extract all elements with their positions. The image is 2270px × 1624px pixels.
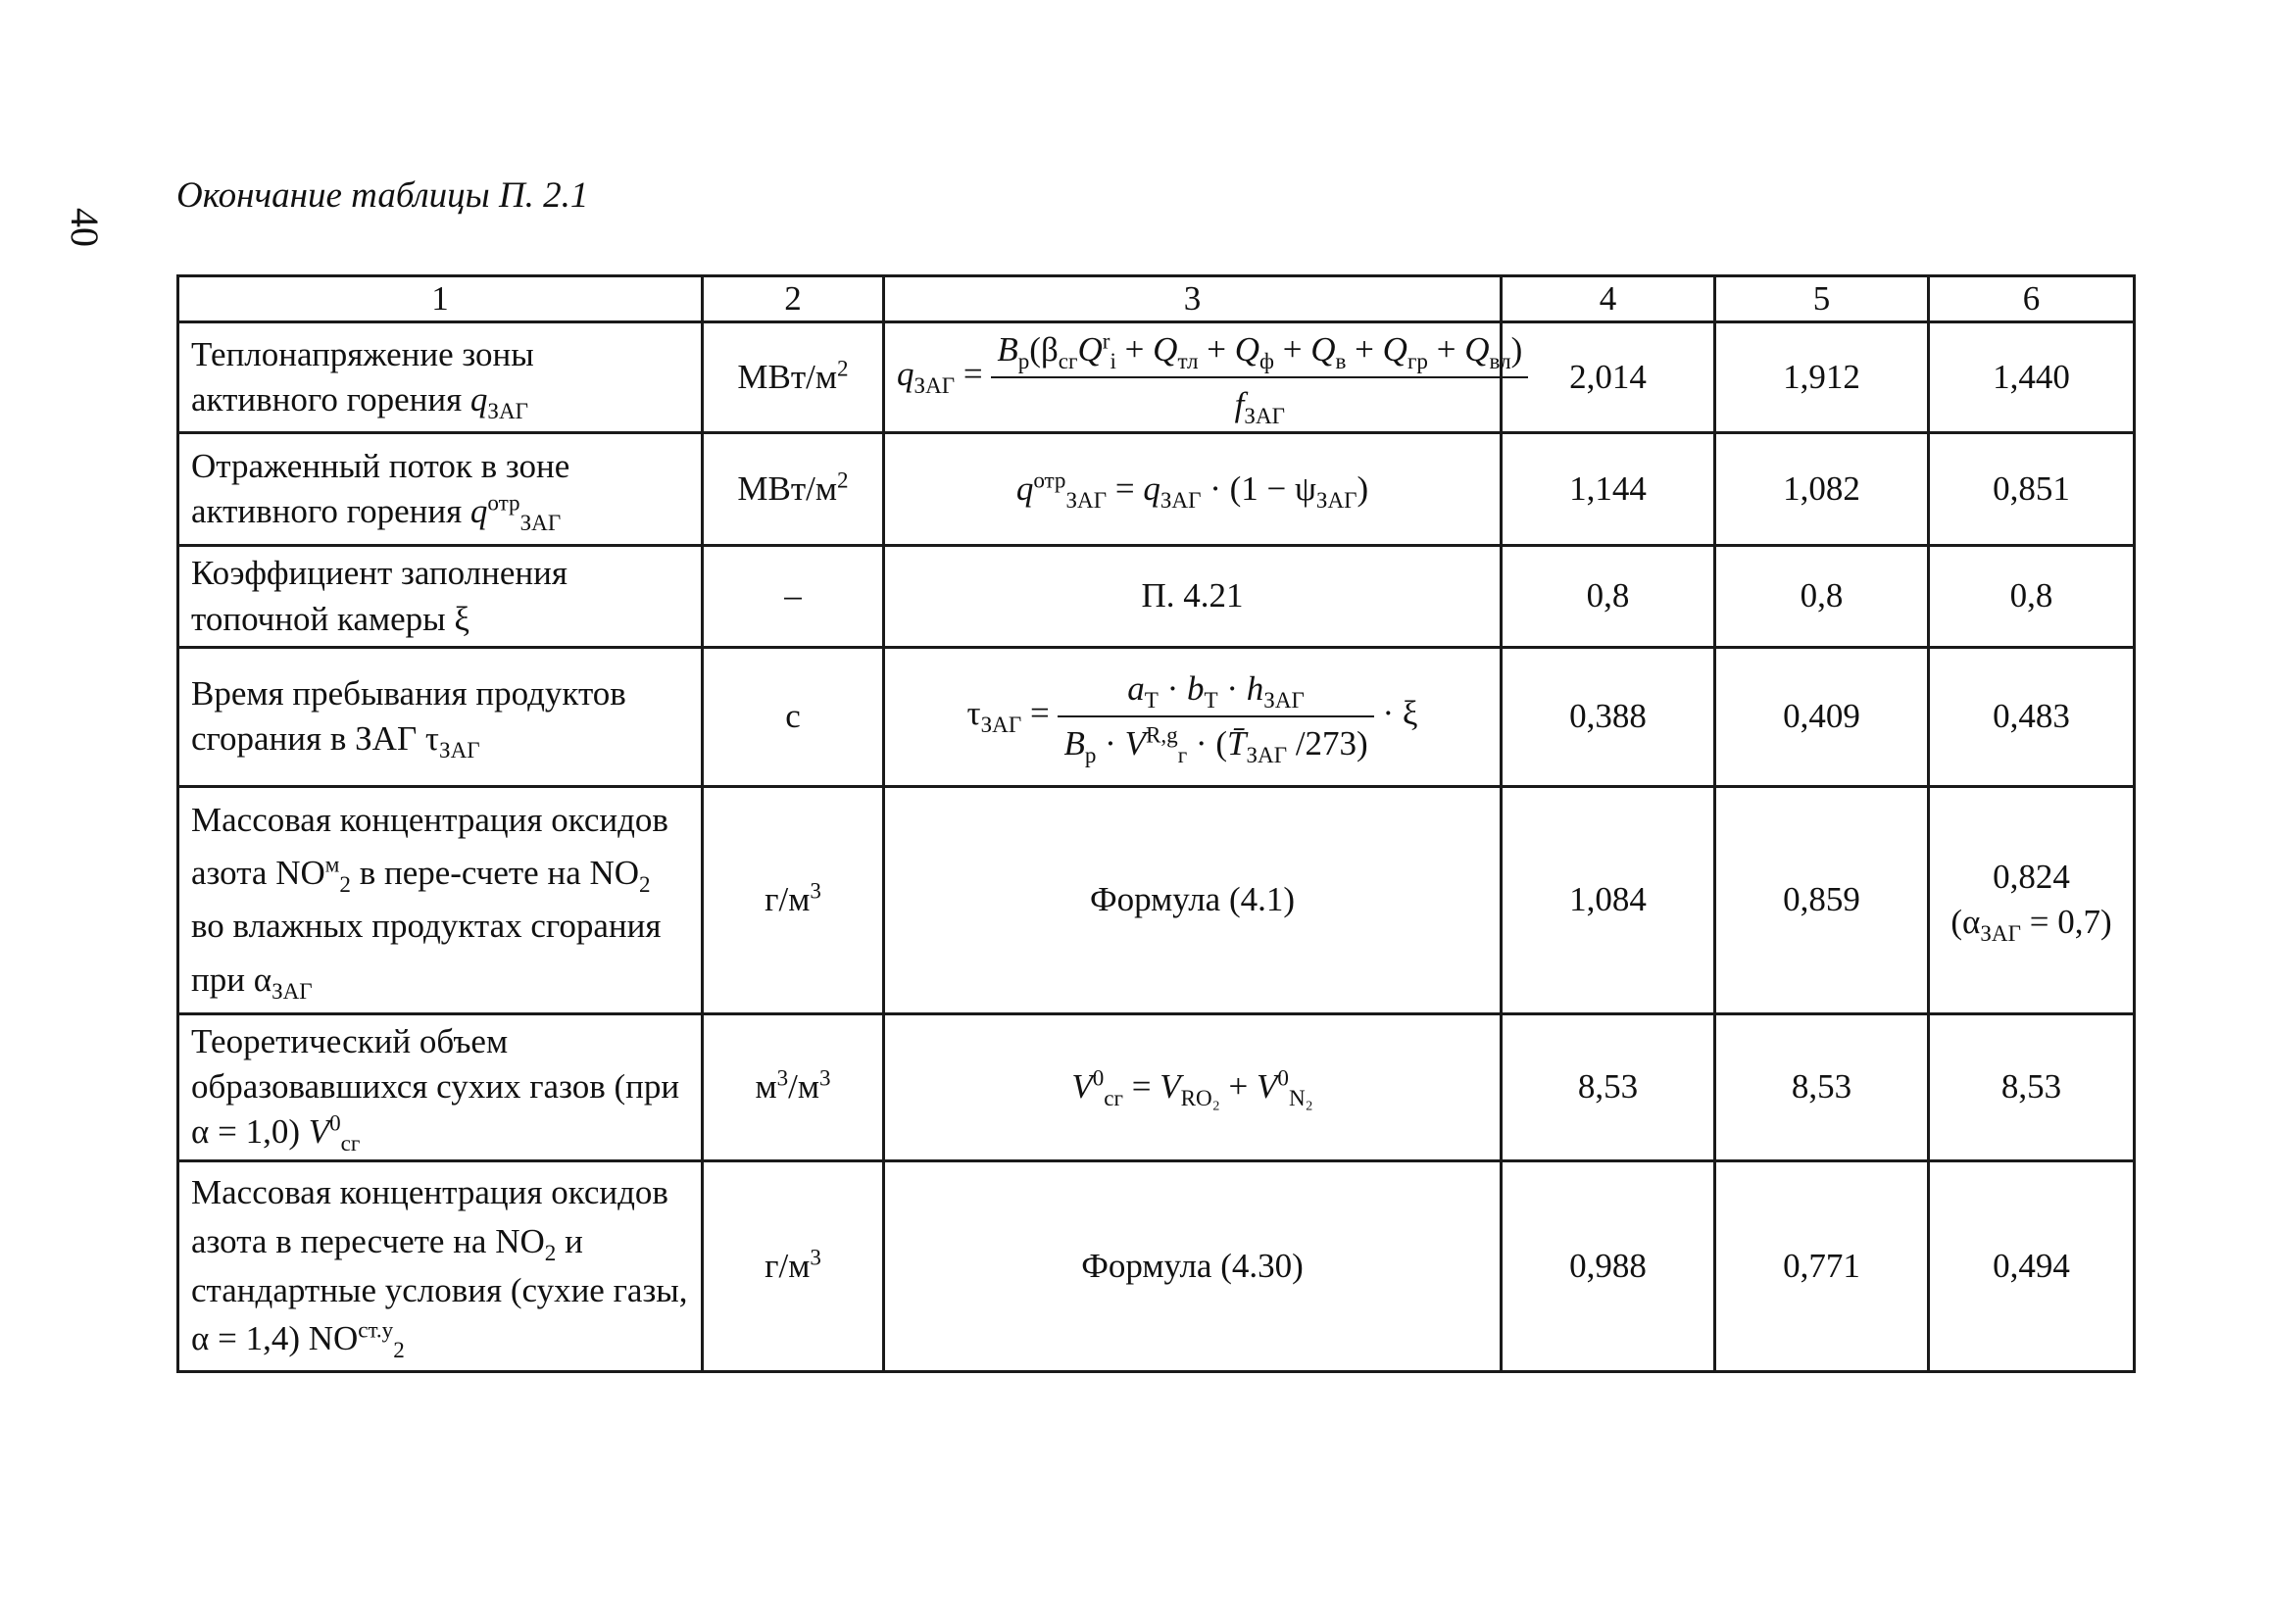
formula-cell [884,647,1502,786]
value-cell: 0,8 [1929,546,2135,647]
column-header: 4 [1502,276,1715,322]
page-number: 40 [63,208,107,247]
value-cell: 0,771 [1715,1160,1929,1371]
value-text: 0,824 [1993,858,2070,897]
value-note: $(\alpha_{ЗАГ} = 0,7)$ [1950,903,2112,947]
formula-cell: Формула (4.30) [884,1160,1502,1371]
table-row [178,1160,2135,1371]
unit-cell: – [703,546,884,647]
formula-fraction [991,327,1528,427]
value-cell: 1,144 [1502,433,1715,546]
value-cell: 0,988 [1502,1160,1715,1371]
parameter-cell: Массовая концентрация оксидов азота $NO^м_2$ в пере-счете на $NO_2$ во влажных продуктах сгорания при $\alpha_{ЗАГ}$ [178,786,703,1013]
table-row [178,786,2135,1013]
value-cell: 0,8 [1502,546,1715,647]
table-row [178,322,2135,433]
value-cell: 1,912 [1715,322,1929,433]
formula-cell: Формула (4.1) [884,786,1502,1013]
table-caption: Окончание таблицы П. 2.1 [176,175,589,216]
value-cell: 0,409 [1715,647,1929,786]
column-header: 6 [1929,276,2135,322]
formula-denominator: $B_р \cdot V^{R,g}_г$ · ($T̄_{ЗАГ}$ /273) [1063,721,1368,768]
parameter-cell: Массовая концентрация оксидов азота в пересчете на $NO_2$ и стандартные условия (сухие газы, α = 1,4) $NO^{ст.у}_2$ [178,1160,703,1371]
formula-cell: $V^0_{сг} = V_{RO_2} + V^0_{N_2}$ [884,1013,1502,1160]
formula-cell: П. 4.21 [884,546,1502,647]
value-cell: 0,388 [1502,647,1715,786]
parameter-cell: Время пребывания продуктов сгорания в ЗАГ $\tau_{ЗАГ}$ [178,647,703,786]
table-row [178,647,2135,786]
formula-denominator: $f_{ЗАГ}$ [1234,385,1285,429]
value-cell: 8,53 [1715,1013,1929,1160]
formula-cell [884,322,1523,433]
table-header-row [178,276,2135,322]
formula-numerator: $a_Т \cdot b_Т \cdot h_{ЗАГ}$ [1058,666,1373,717]
value-cell: 2,014 [1502,322,1715,433]
column-header: 1 [178,276,703,322]
unit-cell: МВт/$м^2$ [703,433,884,546]
unit-cell: $г/м^3$ [703,1160,884,1371]
table-body [178,276,2135,1372]
value-cell: 0,483 [1929,647,2135,786]
table-row [178,433,2135,546]
value-cell: 1,084 [1502,786,1715,1013]
column-header: 2 [703,276,884,322]
value-cell: 0,494 [1929,1160,2135,1371]
value-cell: 0,859 [1715,786,1929,1013]
parameter-cell: Теоретический объем образовавшихся сухих газов (при α = 1,0) $V^0_{сг}$ [178,1013,703,1160]
formula-lhs: $q_{ЗАГ}$ = [897,355,992,399]
table-row [178,546,2135,647]
unit-cell: МВт/$м^2$ [703,322,884,433]
unit-cell: $г/м^3$ [703,786,884,1013]
formula-cell: $q^{отр}_{ЗАГ} = q_{ЗАГ} \cdot (1 - \psi_{ЗАГ})$ [884,433,1502,546]
formula-fraction [1058,666,1373,766]
unit-cell: с [703,647,884,786]
formula-lhs: $\tau_{ЗАГ}$ = [966,694,1059,738]
parameter-cell: Теплонапряжение зоны активного горения $q_{ЗАГ}$ [178,322,703,433]
value-cell: 1,082 [1715,433,1929,546]
column-header: 5 [1715,276,1929,322]
unit-cell: $м^3/м^3$ [703,1013,884,1160]
value-cell: 8,53 [1929,1013,2135,1160]
column-header: 3 [884,276,1502,322]
data-table [176,274,2136,1373]
value-cell: 0,8 [1715,546,1929,647]
formula-numerator: $B_р(\beta_{сг}Q^r_i + Q_{тл} + Q_ф + Q_в + Q_{гр} + Q_{вл})$ [991,327,1528,378]
value-cell: 1,440 [1929,322,2135,433]
value-cell: 8,53 [1502,1013,1715,1160]
table-row [178,1013,2135,1160]
parameter-cell: Коэффициент заполнения топочной камеры ξ [178,546,703,647]
value-cell [1929,786,2135,1013]
value-cell: 0,851 [1929,433,2135,546]
parameter-cell: Отраженный поток в зоне активного горения $q^{отр}_{ЗАГ}$ [178,433,703,546]
formula-rhs: · ξ [1373,694,1418,733]
